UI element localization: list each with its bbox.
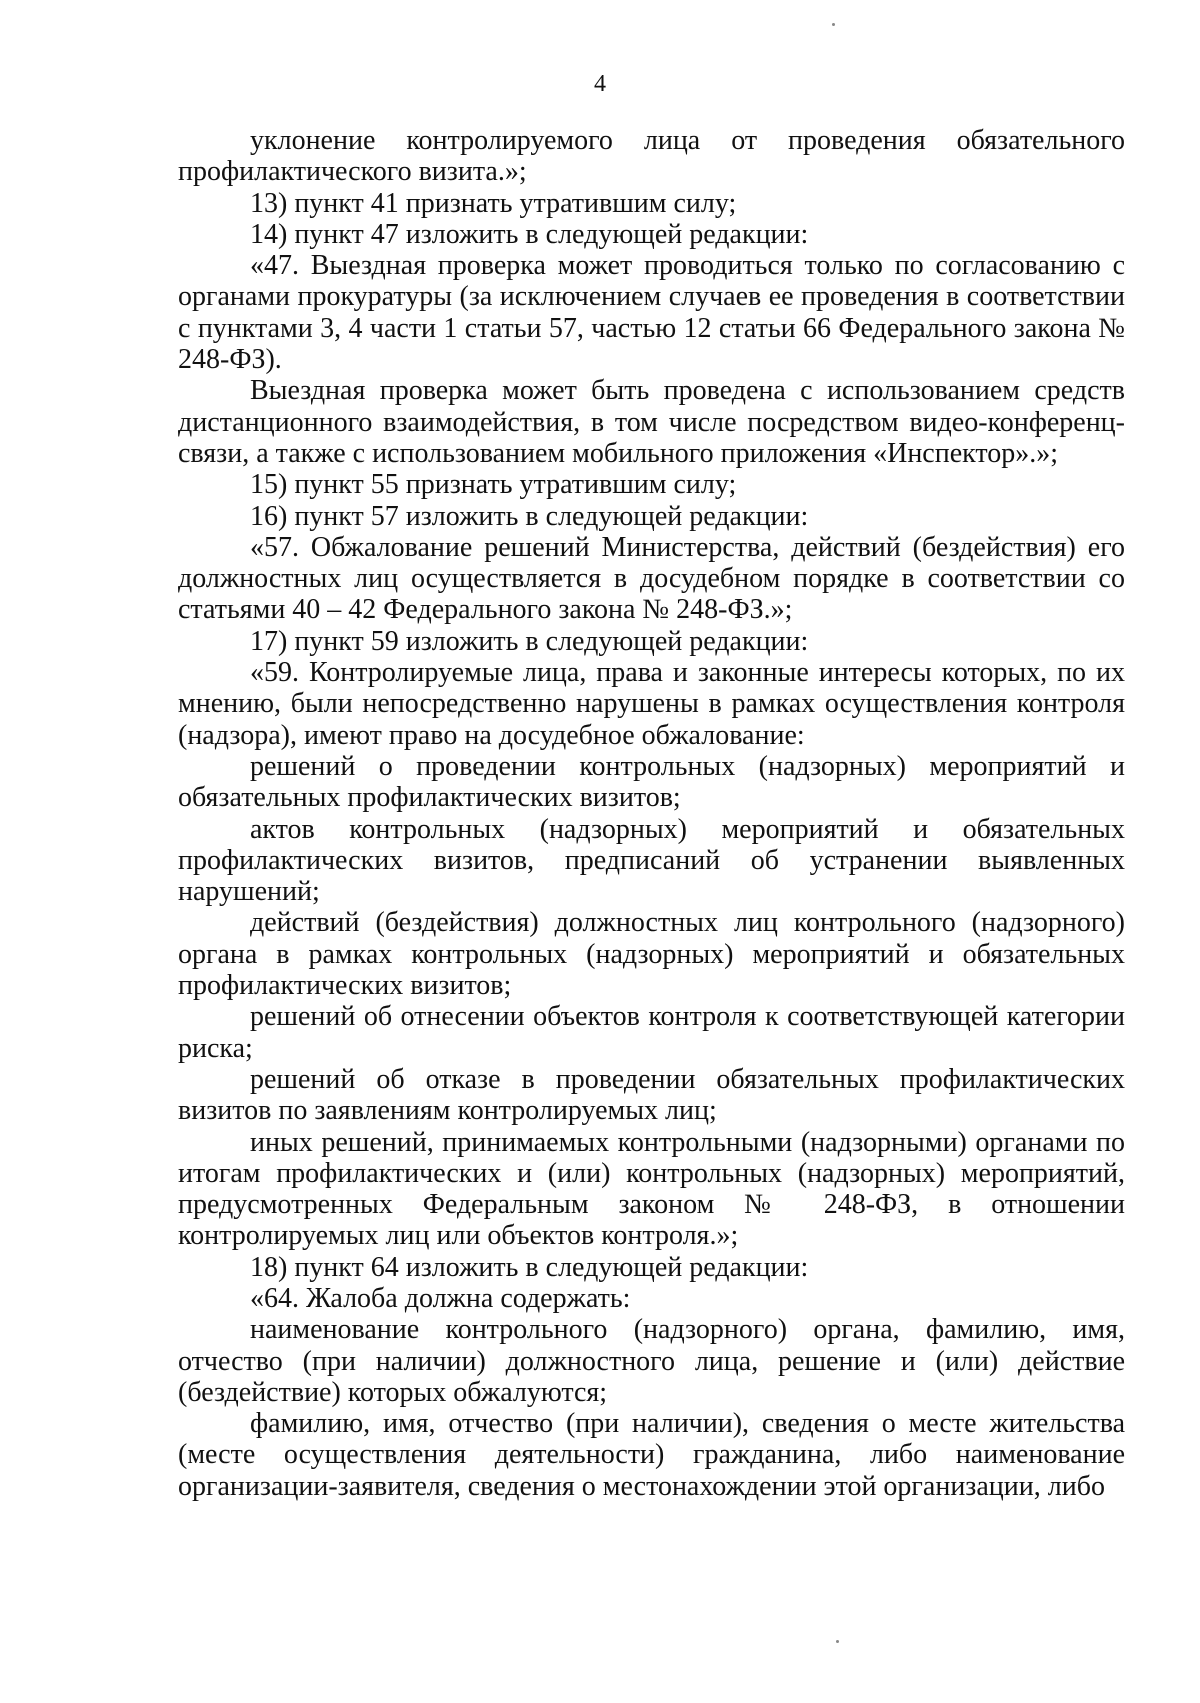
paragraph: 13) пункт 41 признать утратившим силу;	[250, 187, 737, 219]
scan-speck	[836, 1640, 839, 1643]
paragraph: уклонение контролируемого лица от проведения обязательного профилактического визита.»;	[178, 125, 1125, 188]
paragraph: 14) пункт 47 изложить в следующей редакции:	[250, 218, 809, 250]
paragraph: решений об отказе в проведении обязательных профилактических визитов по заявлениям контролируемых лиц;	[178, 1063, 1125, 1127]
paragraph: «47. Выездная проверка может проводиться только по согласованию с органами прокуратуры (за исключением случаев ее проведения в соответствии с пунктами 3, 4 части 1 статьи 57, частью 12 статьи 66 Федерального закона № 248-ФЗ).	[178, 250, 1125, 376]
paragraph: 16) пункт 57 изложить в следующей редакции:	[250, 500, 809, 532]
paragraph: наименование контрольного (надзорного) органа, фамилию, имя, отчество (при наличии) должностного лица, решение и (или) действие (бездействие) которых обжалуются;	[178, 1314, 1125, 1408]
document-body	[178, 125, 1125, 1502]
paragraph: иных решений, принимаемых контрольными (надзорными) органами по итогам профилактических и (или) контрольных (надзорных) мероприятий, предусмотренных Федеральным законом № 248-ФЗ, в отношении контролируемых лиц или объектов контроля.»;	[178, 1126, 1125, 1252]
paragraph: 17) пункт 59 изложить в следующей редакции:	[250, 625, 809, 657]
paragraph: решений об отнесении объектов контроля к соответствующей категории риска;	[178, 1001, 1125, 1064]
scan-speck	[832, 23, 835, 26]
paragraph: «57. Обжалование решений Министерства, действий (бездействия) его должностных лиц осуществляется в досудебном порядке в соответствии со статьями 40 – 42 Федерального закона № 248-ФЗ.»;	[178, 531, 1125, 626]
paragraph: актов контрольных (надзорных) мероприятий и обязательных профилактических визитов, предписаний об устранении выявленных нарушений;	[178, 813, 1125, 908]
paragraph: решений о проведении контрольных (надзорных) мероприятий и обязательных профилактических визитов;	[178, 750, 1125, 814]
paragraph: «64. Жалоба должна содержать:	[250, 1282, 631, 1314]
paragraph: Выездная проверка может быть проведена с использованием средств дистанционного взаимодействия, в том числе посредством видео-конференц-связи, а также с использованием мобильного приложения «Инспектор».»;	[178, 375, 1125, 469]
paragraph: «59. Контролируемые лица, права и законные интересы которых, по их мнению, были непосредственно нарушены в рамках осуществления контроля (надзора), имеют право на досудебное обжалование:	[178, 657, 1125, 751]
page-number: 4	[594, 71, 606, 97]
paragraph: 15) пункт 55 признать утратившим силу;	[250, 469, 737, 501]
paragraph: действий (бездействия) должностных лиц контрольного (надзорного) органа в рамках контрольных (надзорных) мероприятий и обязательных профилактических визитов;	[178, 907, 1125, 1002]
paragraph: фамилию, имя, отчество (при наличии), сведения о месте жительства (месте осуществления деятельности) гражданина, либо наименование организации-заявителя, сведения о местонахождении этой организации, либо	[178, 1408, 1125, 1502]
paragraph: 18) пункт 64 изложить в следующей редакции:	[250, 1251, 809, 1283]
